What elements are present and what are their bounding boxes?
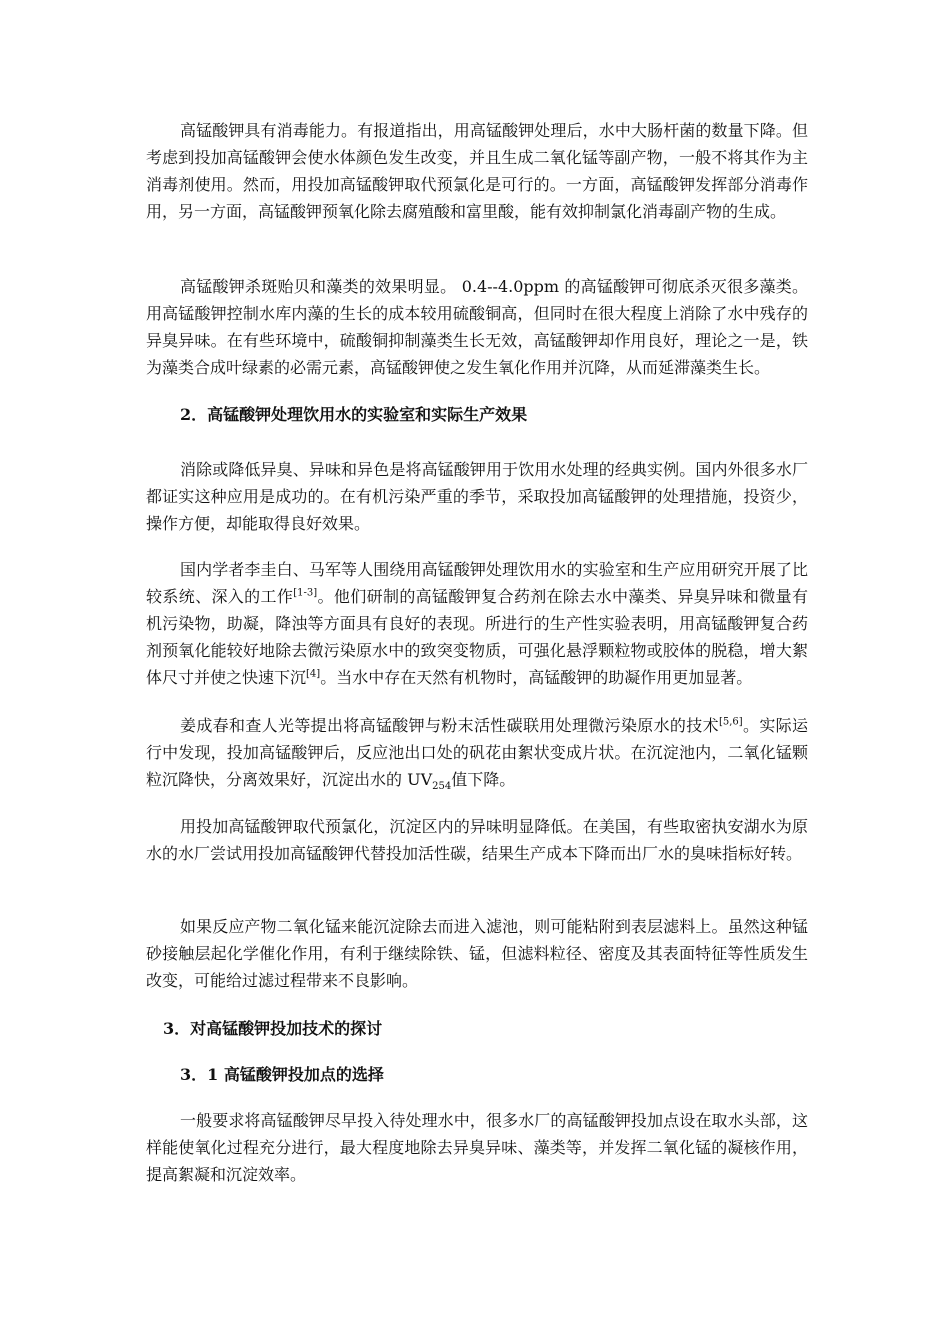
paragraph-dosing-point: 一般要求将高锰酸钾尽早投入待处理水中，很多水厂的高锰酸钾投加点设在取水头部，这样能使氧化过程充分进行，最大程度地除去异臭异味、藻类等，并发挥二氧化锰的凝核作用，提高絮凝和沉淀效率。 xyxy=(146,1111,808,1184)
paragraph-odor-removal: 消除或降低异臭、异味和异色是将高锰酸钾用于饮用水处理的经典实例。国内外很多水厂都证实这种应用是成功的。在有机污染严重的季节，采取投加高锰酸钾的处理措施，投资少，操作方便，却能取得良好效果。 xyxy=(146,460,808,533)
paragraph-filter-media: 如果反应产物二氧化锰来能沉淀除去而进入滤池，则可能粘附到表层滤料上。虽然这种锰砂接触层起化学催化作用，有利于继续除铁、锰，但滤料粒径、密度及其表面特征等性质发生改变，可能给过滤过程带来不良影响。 xyxy=(146,917,808,990)
citation-ref: [5,6] xyxy=(718,716,743,728)
paragraph-algae-control: 高锰酸钾杀斑贻贝和藻类的效果明显。 0.4--4.0ppm 的高锰酸钾可彻底杀灭很多藻类。用高锰酸钾控制水库内藻的生长的成本较用硫酸铜高，但同时在很大程度上消除了水中残存的异臭异味。在有些环境中，硫酸铜抑制藻类生长无效，高锰酸钾却作用良好，理论之一是，铁为藻类合成叶绿素的必需元素，高锰酸钾使之发生氧化作用并沉降，从而延滞藻类生长。 xyxy=(146,277,808,377)
section-heading-2: 2．高锰酸钾处理饮用水的实验室和实际生产效果 xyxy=(180,405,528,424)
uv-subscript: 254 xyxy=(432,781,452,793)
section-heading-3: 3．对高锰酸钾投加技术的探讨 xyxy=(163,1019,383,1038)
citation-ref: [4] xyxy=(306,668,321,680)
citation-ref: [1-3] xyxy=(293,587,318,599)
paragraph-prechlorination: 用投加高锰酸钾取代预氯化，沉淀区内的异味明显降低。在美国，有些取密执安湖水为原水的水厂尝试用投加高锰酸钾代替投加活性碳，结果生产成本下降而出厂水的臭味指标好转。 xyxy=(146,817,808,863)
paragraph-activated-carbon: 姜成春和查人光等提出将高锰酸钾与粉末活性碳联用处理微污染原水的技术[5,6]。实际运行中发现，投加高锰酸钾后，反应池出口处的矾花由絮状变成片状。在沉淀池内，二氧化锰颗粒沉降快，分离效果好，沉淀出水的 $UV_{254}$值下降。 xyxy=(146,716,808,793)
subsection-heading-3-1: 3．1 高锰酸钾投加点的选择 xyxy=(180,1065,384,1084)
paragraph-disinfection: 高锰酸钾具有消毒能力。有报道指出，用高锰酸钾处理后，水中大肠杆菌的数量下降。但考虑到投加高锰酸钾会使水体颜色发生改变，并且生成二氧化锰等副产物，一般不将其作为主消毒剂使用。然而，用投加高锰酸钾取代预氯化是可行的。一方面，高锰酸钾发挥部分消毒作用，另一方面，高锰酸钾预氧化除去腐殖酸和富里酸，能有效抑制氯化消毒副产物的生成。 xyxy=(146,121,808,221)
paragraph-domestic-research: 国内学者李圭白、马军等人围绕用高锰酸钾处理饮用水的实验室和生产应用研究开展了比较系统、深入的工作[1-3]。他们研制的高锰酸钾复合药剂在除去水中藻类、异臭异味和微量有机污染物，助凝，降浊等方面具有良好的表现。所进行的生产性实验表明，用高锰酸钾复合药剂预氧化能较好地除去微污染原水中的致突变物质，可强化悬浮颗粒物或胶体的脱稳，增大絮体尺寸并使之快速下沉[4]。当水中存在天然有机物时，高锰酸钾的助凝作用更加显著。 xyxy=(146,560,808,687)
